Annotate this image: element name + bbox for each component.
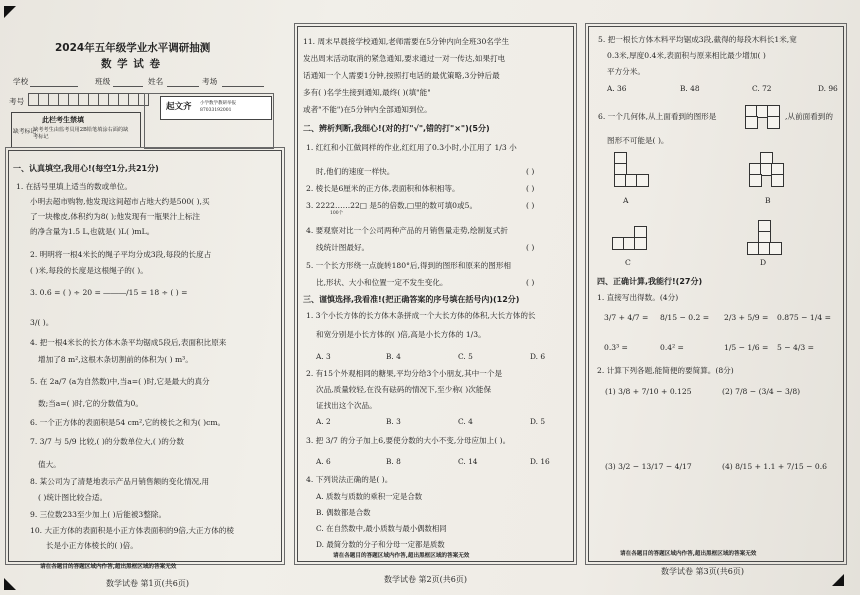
j5-answer[interactable]: ( )	[526, 278, 535, 287]
k2-item3: (3) 3/2 − 13/17 − 4/17	[605, 462, 692, 471]
c1-option-d[interactable]: D. 6	[530, 352, 546, 361]
q5-line1: 5. 在 2a/7 (a为自然数)中,当a=( )时,它是最大的真分	[30, 377, 210, 386]
corner-mark-top-left	[4, 6, 16, 18]
c4-option-b[interactable]: B. 偶数都是合数	[316, 508, 371, 517]
c6-line3: 图形不可能是( )。	[607, 136, 669, 145]
c1-option-c[interactable]: C. 5	[458, 352, 473, 361]
k2-item1: (1) 3/8 + 7/10 + 0.125	[605, 387, 692, 396]
j1-line1: 1. 红红和小江做同样的作业,红红用了0.3小时,小江用了 1/3 小	[306, 143, 517, 152]
q8-line1: 8. 某公司为了清楚地表示产品月销售额的变化情况,用	[30, 477, 210, 486]
c1-option-a[interactable]: A. 3	[316, 352, 331, 361]
q8-line2: ( )统计图比较合适。	[38, 493, 108, 502]
option-a-label: A	[623, 196, 629, 205]
q7-line2: 值大。	[38, 460, 61, 469]
c6-line1: 6. 一个几何体,从上面看到的图形是	[598, 112, 717, 121]
option-b-label: B	[765, 196, 771, 205]
section2-heading: 二、辨析判断,我细心!(对的打"√",错的打"×")(5分)	[303, 124, 490, 133]
section1-heading: 一、认真填空,我用心!(每空1分,共21分)	[13, 164, 159, 173]
c5-option-d[interactable]: D. 96	[818, 84, 838, 93]
corner-mark-bottom-left	[4, 578, 16, 590]
name-field[interactable]	[167, 86, 199, 87]
q3-line2: 3/( )。	[30, 318, 54, 327]
q10-line2: 长是小正方体棱长的( )倍。	[46, 541, 138, 550]
q11-line4: 多有( )名学生接到通知,最终( )(填"能"	[303, 88, 431, 97]
class-field[interactable]	[113, 86, 143, 87]
c4-option-c[interactable]: C. 在自然数中,最小质数与最小偶数相同	[316, 524, 447, 533]
school-field[interactable]	[30, 86, 78, 87]
q1: 1. 在括号里填上适当的数或单位。	[16, 182, 132, 191]
c1-line1: 1. 3个小长方体的长方体木条拼成一个大长方体的体积,大长方体的长	[306, 311, 536, 320]
c1-line2: 和宽分别是小长方体的( )倍,高是小长方体的 1/3。	[316, 330, 486, 339]
stamp-name: 起文齐	[166, 102, 192, 112]
c5-line3: 平方分米。	[607, 67, 645, 76]
k1-item5: 0.3³ =	[604, 343, 628, 352]
j4-answer[interactable]: ( )	[526, 243, 535, 252]
q7-line1: 7. 3/7 与 5/9 比较,( )的分数单位大,( )的分数	[30, 437, 184, 446]
page1-footnote: 请在各题目的答题区域内作答,超出黑框区域的答案无效	[40, 564, 177, 570]
q10-line1: 10. 大正方体的表面积是小正方体表面积的9倍,大正方体的棱	[30, 526, 234, 535]
page3-number: 数学试卷 第3页(共6页)	[661, 567, 744, 576]
q11-line2: 发出周末活动取消的紧急通知,要求通过一对一传达,如果打电	[303, 54, 506, 63]
section4-heading: 四、正确计算,我能行!(27分)	[597, 277, 703, 286]
examno-grid[interactable]	[28, 93, 148, 106]
c3-option-c[interactable]: C. 14	[458, 457, 478, 466]
k1-item2: 8/15 − 0.2 =	[660, 313, 710, 322]
c6-line2: ,从前面看到的	[785, 112, 833, 121]
school-label: 学校	[13, 77, 29, 86]
k1-item8: 5 − 4/3 =	[777, 343, 815, 352]
q2-line1: 2. 明明将一根4米长的绳子平均分成3段,每段的长度占	[30, 250, 212, 259]
examno-label: 考号	[9, 97, 25, 106]
stamp-small: 小学数学教研举报	[200, 101, 236, 106]
stamp-code: 87033192001	[200, 108, 232, 113]
c3-option-d[interactable]: D. 16	[530, 457, 550, 466]
q3-line1: 3. 0.6 = ( ) ÷ 20 = ―――/15 = 18 ÷ ( ) =	[30, 288, 188, 297]
j3: 3. 2222……22□ 是5的倍数,□里的数可填0或5。	[306, 201, 478, 210]
c5-line2: 0.3米,厚度0.4米,表面积与原来相比最少增加( )	[607, 51, 766, 60]
c4-option-d[interactable]: D. 最简分数的分子和分母一定都是质数	[316, 540, 445, 549]
c3: 3. 把 3/7 的分子加上6,要使分数的大小不变,分母应加上( )。	[306, 436, 511, 445]
q1-line3: 的净含量为1.5 L,也就是( )L( )mL。	[30, 227, 155, 236]
c2-option-c[interactable]: C. 4	[458, 417, 473, 426]
c2-option-a[interactable]: A. 2	[316, 417, 331, 426]
q6: 6. 一个正方体的表面积是54 cm²,它的棱长之和为( )cm。	[30, 418, 226, 427]
k2-item2: (2) 7/8 − (3/4 − 3/8)	[722, 387, 801, 396]
j5-line2: 比,形状、大小和位置一定不发生变化。	[316, 278, 448, 287]
q9: 9. 三位数233至少加上( )后能被3整除。	[30, 510, 167, 519]
j3-sub: 100个	[330, 211, 344, 216]
k1-item1: 3/7 + 4/7 =	[604, 313, 649, 322]
k2: 2. 计算下列各题,能简便的要简算。(8分)	[597, 366, 734, 375]
c2-line3: 证找出这个次品。	[316, 401, 377, 410]
exam-title: 2024年五年级学业水平调研抽测	[55, 42, 211, 54]
k2-item4: (4) 8/15 + 1.1 + 7/15 − 0.6	[722, 462, 827, 471]
k1-item3: 2/3 + 5/9 =	[724, 313, 769, 322]
section3-heading: 三、谨慎选择,我看准!(把正确答案的序号填在括号内)(12分)	[303, 295, 520, 304]
c2-option-b[interactable]: B. 3	[386, 417, 401, 426]
j4-line2: 线统计图最好。	[316, 243, 370, 252]
missing-note: 缺考考生由监考员用2B铅笔填涂右面的缺考标记	[33, 127, 129, 140]
q5-line2: 数;当a=( )时,它的分数值为0。	[38, 399, 143, 408]
q4-line1: 4. 把一根4米长的长方体木条平均锯成5段后,表面积比原来	[30, 338, 227, 347]
c4: 4. 下列说法正确的是( )。	[306, 475, 393, 484]
c1-option-b[interactable]: B. 4	[386, 352, 401, 361]
c5-option-a[interactable]: A. 36	[607, 84, 627, 93]
option-c-label: C	[625, 258, 631, 267]
exam-subtitle: 数 学 试 卷	[101, 58, 161, 70]
page2-number: 数学试卷 第2页(共6页)	[384, 575, 467, 584]
q11-line3: 话通知一个人需要1分钟,按照打电话的最优策略,3分钟后最	[303, 71, 500, 80]
k1-item7: 1/5 − 1/6 =	[724, 343, 769, 352]
room-label: 考场	[202, 77, 218, 86]
q4-line2: 增加了8 m²,这根木条切割前的体积为( ) m³。	[38, 355, 193, 364]
c5-option-b[interactable]: B. 48	[680, 84, 700, 93]
j2: 2. 棱长是6厘米的正方体,表面积和体积相等。	[306, 184, 460, 193]
page3-footnote: 请在各题目的答题区域内作答,超出黑框区域的答案无效	[620, 551, 757, 557]
class-label: 班级	[95, 77, 111, 86]
j5-line1: 5. 一个长方形绕一点旋转180°后,得到的图形和原来的图形相	[306, 261, 512, 270]
missing-title: 此栏考生禁填	[42, 116, 84, 124]
k1-item6: 0.4² =	[660, 343, 684, 352]
c5-line1: 5. 把一根长方体木料平均锯成3段,截得的每段木料长1米,宽	[598, 35, 797, 44]
c2-line1: 2. 有15个外观相同的糖果,平均分给3个小朋友,其中一个是	[306, 369, 503, 378]
j1-answer[interactable]: ( )	[526, 167, 535, 176]
option-d-label: D	[760, 258, 767, 267]
q1-line2: 了一块橡皮,体积约为8( );他发现有一瓶果汁上标注	[30, 212, 201, 221]
c3-option-b[interactable]: B. 8	[386, 457, 401, 466]
j2-answer[interactable]: ( )	[526, 184, 535, 193]
j4-line1: 4. 要观察对比一个公司两种产品的月销售量走势,绘制复式折	[306, 226, 508, 235]
c2-line2: 次品,质量较轻,在没有砝码的情况下,至少称( )次能保	[316, 385, 492, 394]
q1-line1: 小明去超市购物,他发现这间超市占地大约是500( ),买	[30, 197, 210, 206]
k1: 1. 直接写出得数。(4分)	[597, 293, 679, 302]
q11-line5: 或者"不能")在5分钟内全部通知到位。	[303, 105, 432, 114]
j3-answer[interactable]: ( )	[526, 201, 535, 210]
c5-option-c[interactable]: C. 72	[752, 84, 772, 93]
k1-item4: 0.875 − 1/4 =	[777, 313, 831, 322]
c3-option-a[interactable]: A. 6	[316, 457, 331, 466]
j1-line2: 时,他们的速度一样快。	[316, 167, 395, 176]
corner-mark-bottom-right	[832, 574, 844, 586]
room-field[interactable]	[222, 86, 264, 87]
q11-line1: 11. 周末早晨接学校通知,老师需要在5分钟内向全班30名学生	[303, 37, 510, 46]
c2-option-d[interactable]: D. 5	[530, 417, 546, 426]
page1-number: 数学试卷 第1页(共6页)	[106, 579, 189, 588]
missing-label: 缺考标记	[13, 129, 37, 135]
c4-option-a[interactable]: A. 质数与质数的乘积一定是合数	[316, 492, 423, 501]
q2-line2: ( )米,每段的长度是这根绳子的( )。	[30, 266, 148, 275]
name-label: 姓名	[148, 77, 164, 86]
page2-footnote: 请在各题目的答题区域内作答,超出黑框区域的答案无效	[333, 553, 470, 559]
